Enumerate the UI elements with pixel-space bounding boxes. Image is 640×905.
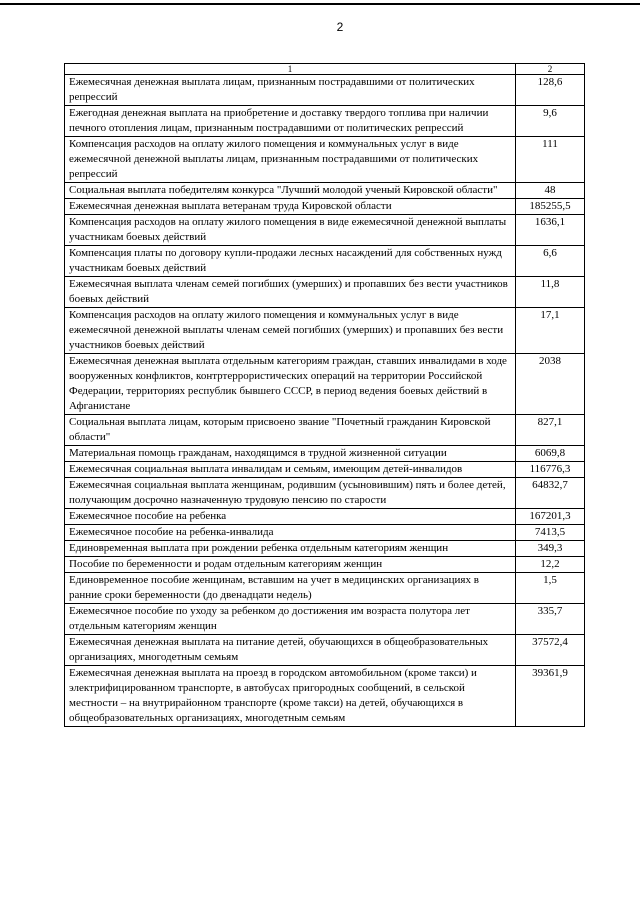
table-row: [65, 462, 585, 478]
row-label: Материальная помощь гражданам, находящимся в трудной жизненной ситуации: [65, 446, 516, 462]
row-value: 6069,8: [516, 446, 585, 462]
row-value: 335,7: [516, 604, 585, 635]
row-label: Компенсация расходов на оплату жилого помещения в виде ежемесячной денежной выплаты участникам боевых действий: [65, 215, 516, 246]
table-row: [65, 308, 585, 354]
table-header-row: [65, 64, 585, 75]
table-row: [65, 557, 585, 573]
table-row: [65, 509, 585, 525]
row-value: 11,8: [516, 277, 585, 308]
payments-table: [64, 63, 585, 727]
row-label: Ежегодная денежная выплата на приобретение и доставку твердого топлива при наличии печного отопления лицам, признанным пострадавшими от политических репрессий: [65, 106, 516, 137]
row-value: 7413,5: [516, 525, 585, 541]
page-number: 2: [336, 20, 344, 34]
row-value: 17,1: [516, 308, 585, 354]
row-label: Ежемесячное пособие на ребенка: [65, 509, 516, 525]
row-value: 167201,3: [516, 509, 585, 525]
table-row: [65, 446, 585, 462]
row-label: Социальная выплата победителям конкурса "Лучший молодой ученый Кировской области": [65, 183, 516, 199]
row-label: Социальная выплата лицам, которым присвоено звание "Почетный гражданин Кировской области": [65, 415, 516, 446]
table-row: [65, 277, 585, 308]
row-label: Ежемесячная денежная выплата отдельным категориям граждан, ставших инвалидами в ходе вооруженных конфликтов, контртеррористических операций на территории Российской Федерации, территориях республик бывшего СССР, в период ведения боевых действий в Афганистане: [65, 354, 516, 415]
table-row: [65, 246, 585, 277]
row-label: Ежемесячная выплата членам семей погибших (умерших) и пропавших без вести участников боевых действий: [65, 277, 516, 308]
table-row: [65, 635, 585, 666]
row-label: Ежемесячная денежная выплата ветеранам труда Кировской области: [65, 199, 516, 215]
row-label: Единовременное пособие женщинам, вставшим на учет в медицинских организациях в ранние сроки беременности (до двенадцати недель): [65, 573, 516, 604]
row-label: Ежемесячная социальная выплата женщинам, родившим (усыновившим) пять и более детей, получающим досрочно назначенную трудовую пенсию по старости: [65, 478, 516, 509]
row-value: 37572,4: [516, 635, 585, 666]
top-border-line: [0, 3, 640, 5]
row-value: 128,6: [516, 75, 585, 106]
table-row: [65, 573, 585, 604]
table-row: [65, 199, 585, 215]
table-row: [65, 215, 585, 246]
row-value: 48: [516, 183, 585, 199]
row-label: Ежемесячная денежная выплата на проезд в городском автомобильном (кроме такси) и электрифицированном транспорте, в автобусах пригородных сообщений, в сельской местности – на внутрирайонном транспорте (кроме такси) на детей, обучающихся в общеобразовательных организациях, многодетным семьям: [65, 666, 516, 727]
row-label: Компенсация расходов на оплату жилого помещения и коммунальных услуг в виде ежемесячной денежной выплаты членам семей погибших (умерших) и пропавших без вести участников боевых действий: [65, 308, 516, 354]
row-value: 185255,5: [516, 199, 585, 215]
row-value: 1636,1: [516, 215, 585, 246]
row-label: Ежемесячная социальная выплата инвалидам и семьям, имеющим детей-инвалидов: [65, 462, 516, 478]
table-row: [65, 183, 585, 199]
row-value: 1,5: [516, 573, 585, 604]
row-value: 39361,9: [516, 666, 585, 727]
row-label: Ежемесячная денежная выплата лицам, признанным пострадавшими от политических репрессий: [65, 75, 516, 106]
row-value: 827,1: [516, 415, 585, 446]
table-row: [65, 354, 585, 415]
column-number-2: 2: [516, 64, 585, 75]
table-row: [65, 137, 585, 183]
row-label: Компенсация платы по договору купли-продажи лесных насаждений для собственных нужд участникам боевых действий: [65, 246, 516, 277]
column-number-1: 1: [65, 64, 516, 75]
row-label: Компенсация расходов на оплату жилого помещения и коммунальных услуг в виде ежемесячной денежной выплаты лицам, признанным пострадавшими от политических репрессий: [65, 137, 516, 183]
row-value: 9,6: [516, 106, 585, 137]
row-label: Ежемесячное пособие на ребенка-инвалида: [65, 525, 516, 541]
row-label: Единовременная выплата при рождении ребенка отдельным категориям женщин: [65, 541, 516, 557]
row-value: 349,3: [516, 541, 585, 557]
table-row: [65, 666, 585, 727]
row-label: Ежемесячное пособие по уходу за ребенком до достижения им возраста полутора лет отдельным категориям женщин: [65, 604, 516, 635]
row-label: Ежемесячная денежная выплата на питание детей, обучающихся в общеобразовательных организациях, многодетным семьям: [65, 635, 516, 666]
table-row: [65, 415, 585, 446]
table-row: [65, 541, 585, 557]
row-value: 6,6: [516, 246, 585, 277]
row-value: 2038: [516, 354, 585, 415]
row-label: Пособие по беременности и родам отдельным категориям женщин: [65, 557, 516, 573]
table-row: [65, 106, 585, 137]
table-row: [65, 478, 585, 509]
table-row: [65, 525, 585, 541]
row-value: 111: [516, 137, 585, 183]
row-value: 64832,7: [516, 478, 585, 509]
row-value: 12,2: [516, 557, 585, 573]
row-value: 116776,3: [516, 462, 585, 478]
table-row: [65, 604, 585, 635]
table-row: [65, 75, 585, 106]
